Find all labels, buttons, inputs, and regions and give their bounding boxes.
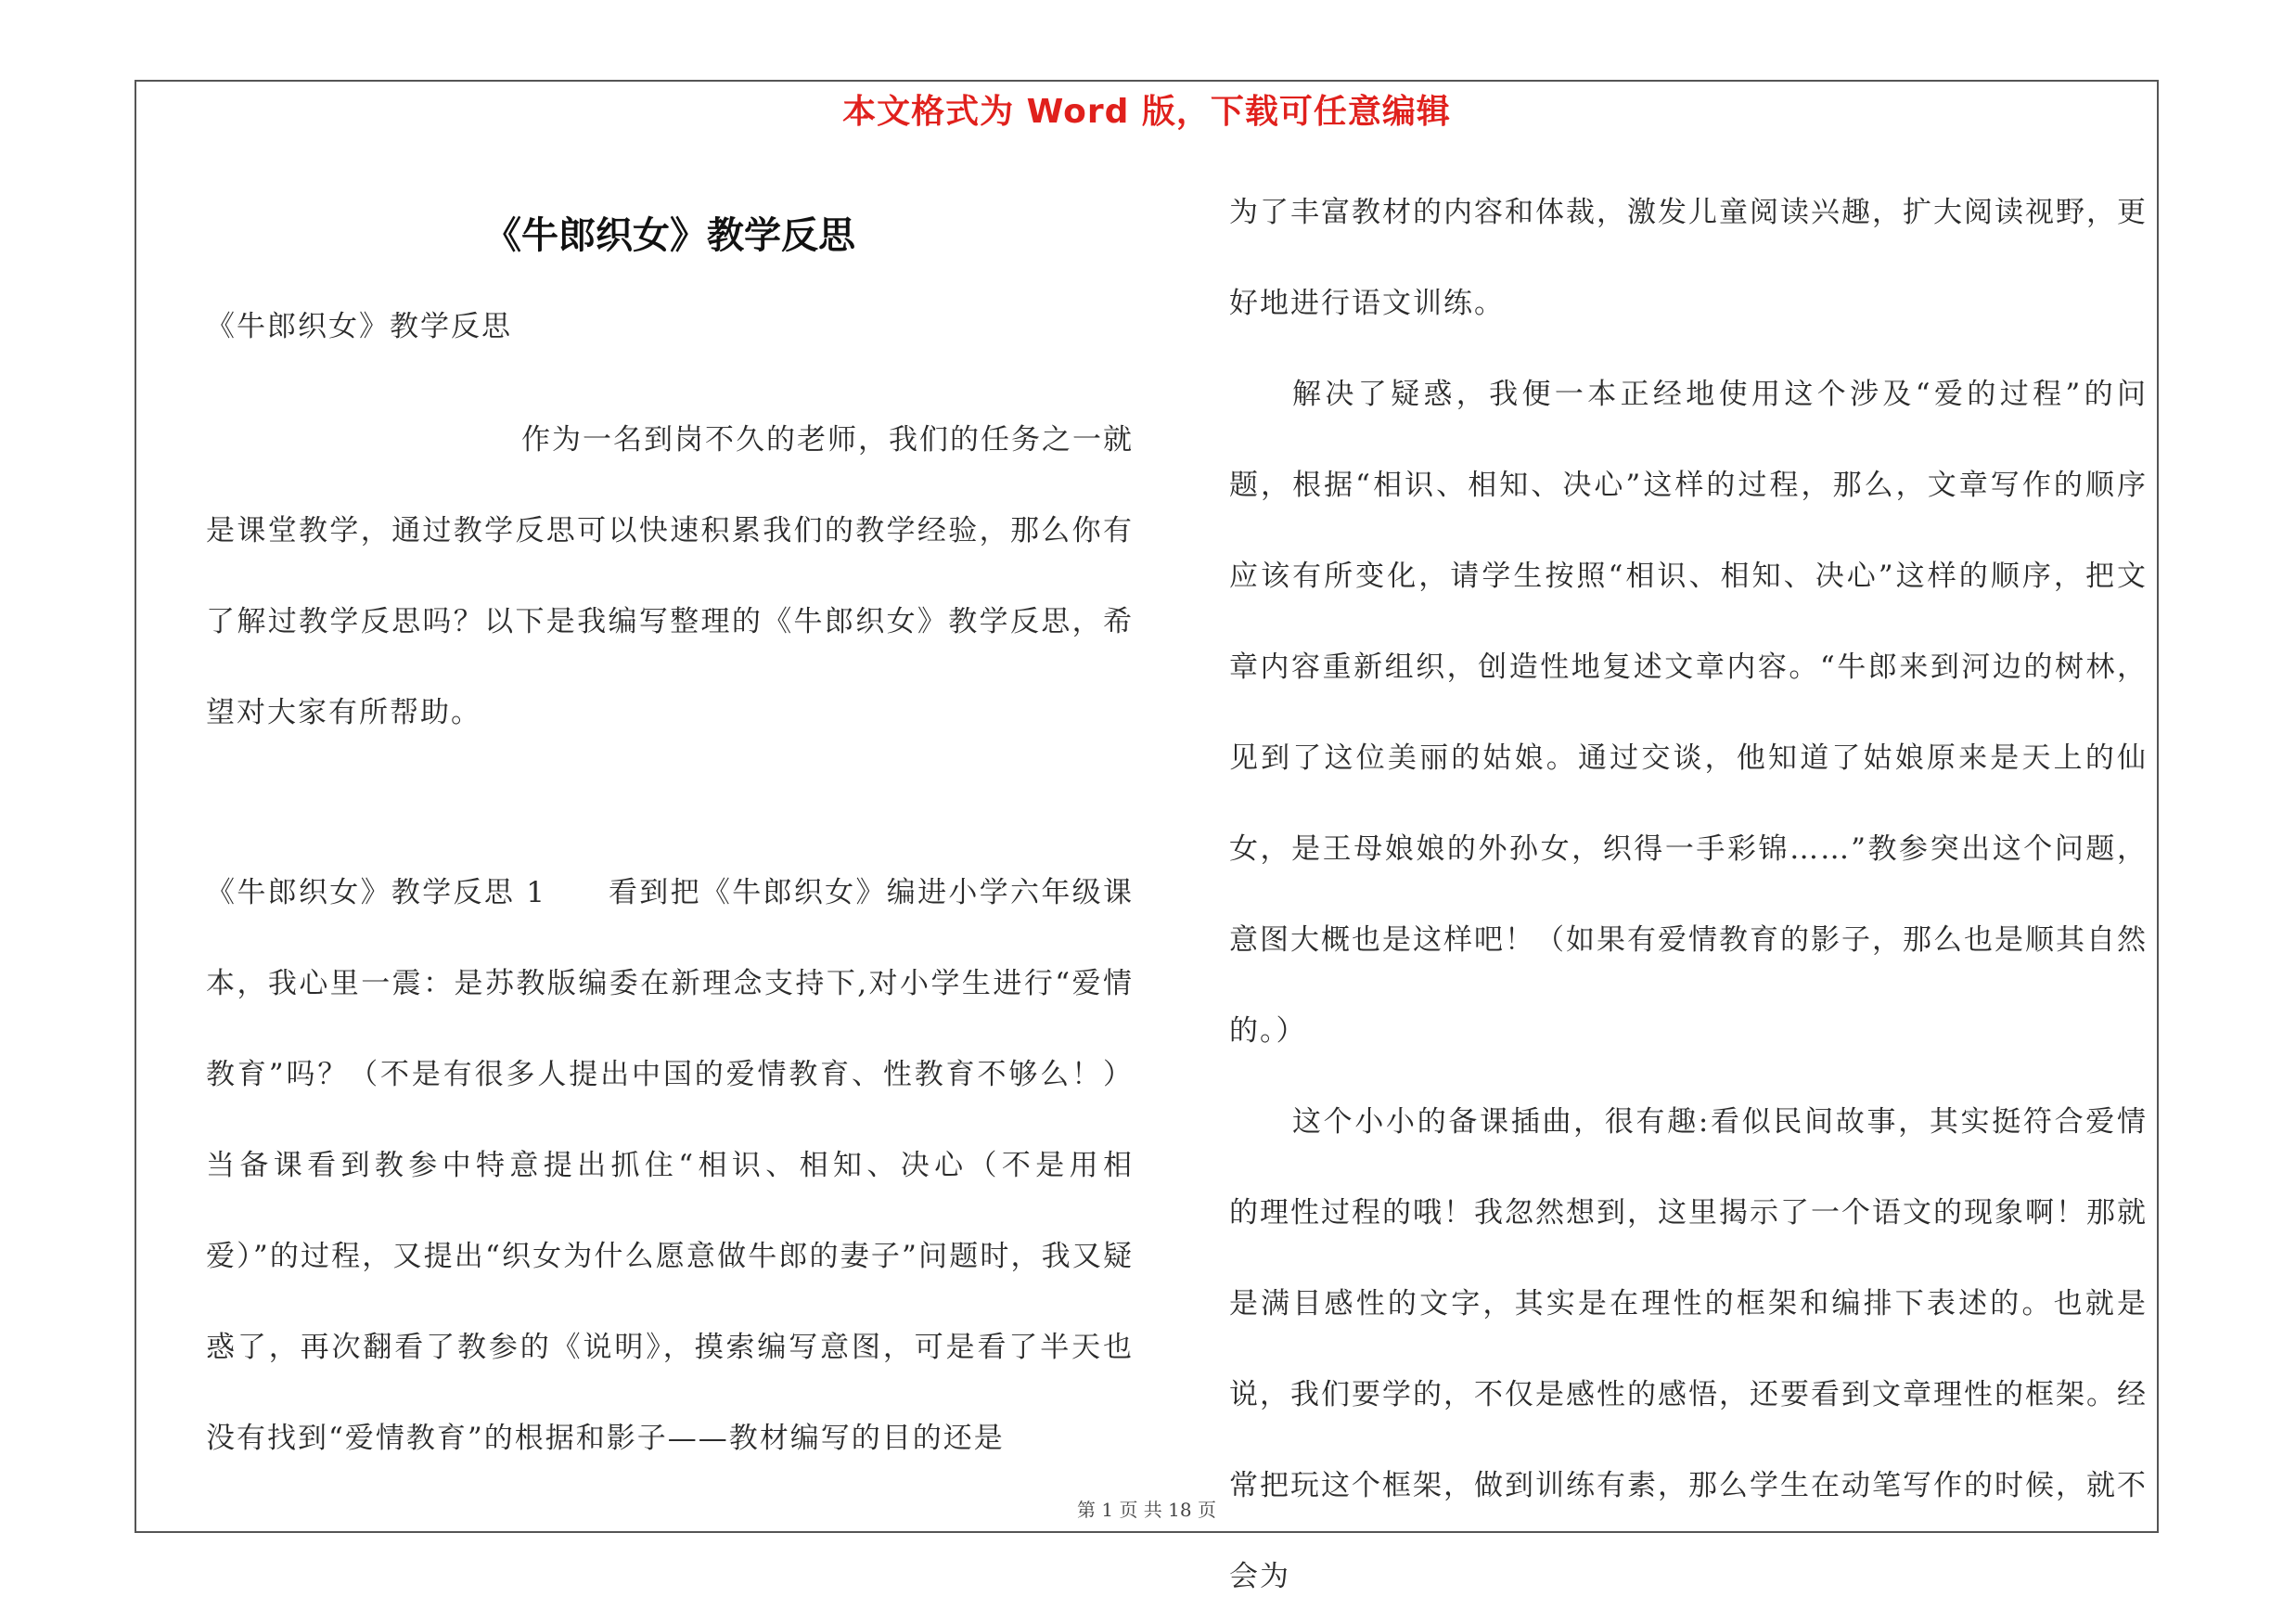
document-subtitle: 《牛郎织女》教学反思: [206, 310, 512, 343]
section-1-paragraph: 《牛郎织女》教学反思 1 看到把《牛郎织女》编进小学六年级课本，我心里一震：是苏教版编委在新理念支持下,对小学生进行“爱情教育”吗？（不是有很多人提出中国的爱情教育、性教育不够么！）当备课看到教参中特意提出抓住“相识、相知、决心（不是用相爱）”的过程，又提出“织女为什么愿意做牛郎的妻子”问题时，我又疑惑了，再次翻看了教参的《说明》，摸索编写意图，可是看了半天也没有找到“爱情教育”的根据和影子——教材编写的目的还是: [206, 876, 1134, 1455]
section-1-block: [206, 847, 1134, 1484]
format-banner: 本文格式为 Word 版，下载可任意编辑: [842, 93, 1451, 131]
right-paragraph: 为了丰富教材的内容和体裁，激发儿童阅读兴趣，扩大阅读视野，更好地进行语文训练。: [1229, 196, 2148, 320]
right-paragraph: 解决了疑惑，我便一本正经地使用这个涉及“爱的过程”的问题，根据“相识、相知、决心”这样的过程，那么，文章写作的顺序应该有所变化，请学生按照“相识、相知、决心”这样的顺序，把文章内容重新组织，创造性地复述文章内容。“牛郎来到河边的树林，见到了这位美丽的姑娘。通过交谈，他知道了姑娘原来是天上的仙女，是王母娘娘的外孙女，织得一手彩锦……”教参突出这个问题，意图大概也是这样吧！（如果有爱情教育的影子，那么也是顺其自然的。）: [1229, 378, 2148, 1048]
intro-paragraph: 作为一名到岗不久的老师，我们的任务之一就是课堂教学，通过教学反思可以快速积累我们的教学经验，那么你有了解过教学反思吗？以下是我编写整理的《牛郎织女》教学反思，希望对大家有所帮助。: [206, 423, 1134, 729]
page-number-footer: 第 1 页 共 18 页: [1077, 1499, 1216, 1521]
intro-paragraph-block: [206, 394, 1134, 758]
right-paragraph: 这个小小的备课插曲，很有趣:看似民间故事，其实挺符合爱情的理性过程的哦！我忽然想到，这里揭示了一个语文的现象啊！那就是满目感性的文字，其实是在理性的框架和编排下表述的。也就是说，我们要学的，不仅是感性的感悟，还要看到文章理性的框架。经常把玩这个框架，做到训练有素，那么学生在动笔写作的时候，就不会为: [1229, 1105, 2148, 1593]
document-title: 《牛郎织女》教学反思: [484, 213, 855, 257]
right-column: [1229, 167, 2148, 1622]
